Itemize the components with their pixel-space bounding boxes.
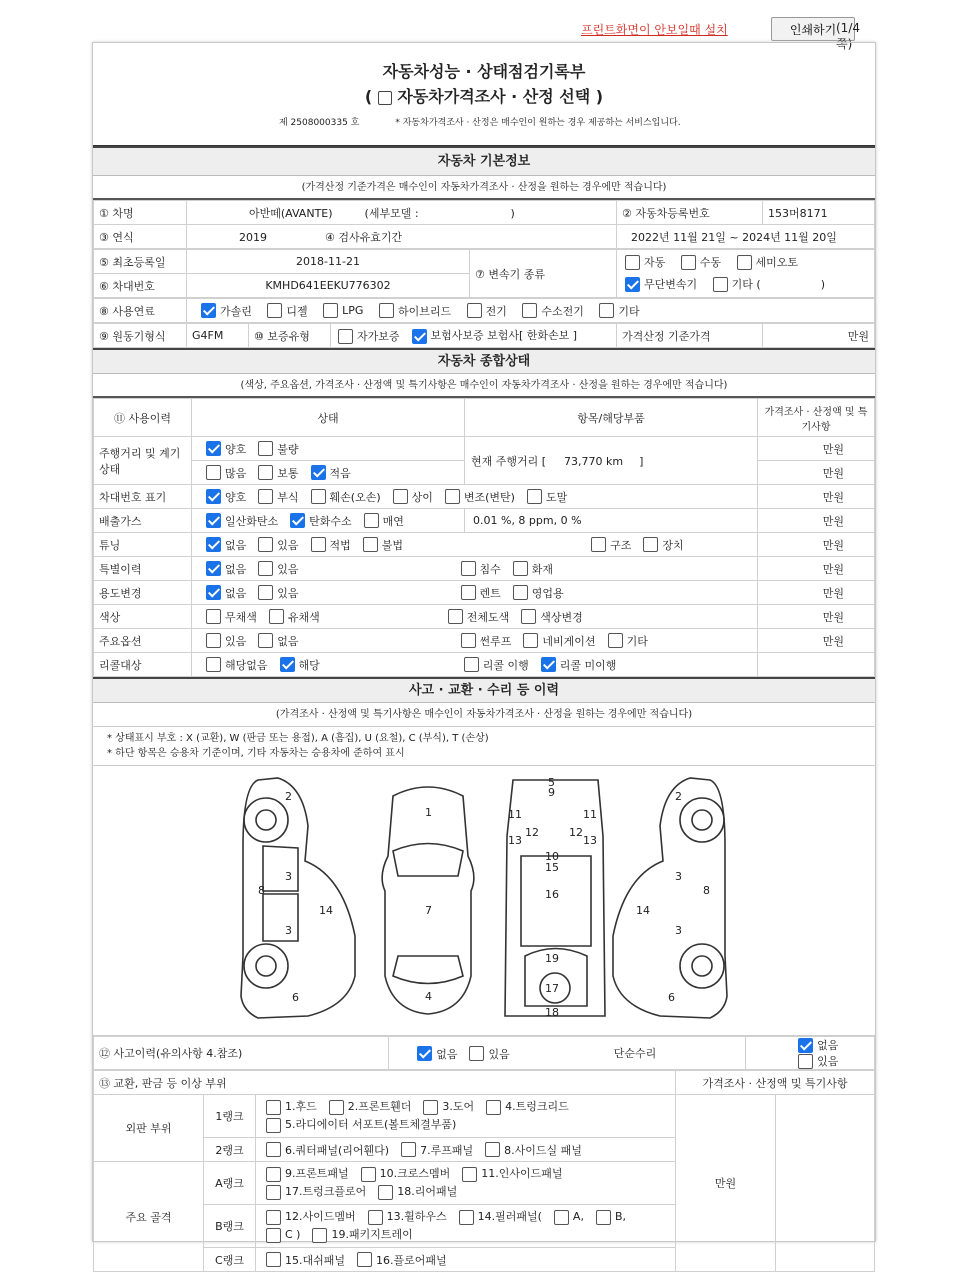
trunk-lid-checkbox[interactable]: [486, 1100, 501, 1115]
achromatic-checkbox[interactable]: [206, 609, 221, 624]
opt: 없음: [817, 1039, 839, 1052]
mileage-many-checkbox[interactable]: [206, 465, 221, 480]
recall-yes-checkbox[interactable]: [280, 657, 295, 672]
part-label: 13: [508, 834, 522, 847]
special-exists-checkbox[interactable]: [258, 561, 273, 576]
opt: 기타: [626, 634, 648, 648]
vin-altered-checkbox[interactable]: [445, 489, 460, 504]
pillar-c-checkbox[interactable]: [266, 1228, 281, 1243]
opt: 17.트렁크플로어: [285, 1185, 367, 1198]
opt: 상이: [411, 490, 433, 504]
fuel-gasoline-checkbox[interactable]: [201, 303, 216, 318]
usage-none-checkbox[interactable]: [206, 585, 221, 600]
opt: 렌트: [479, 586, 501, 600]
color-change-checkbox[interactable]: [521, 609, 536, 624]
part-label: 6: [668, 991, 675, 1004]
option-etc-checkbox[interactable]: [608, 633, 623, 648]
fuel-lpg-checkbox[interactable]: [323, 303, 338, 318]
opt: 변조(변탄): [463, 490, 515, 504]
won-unit: 만원: [758, 437, 875, 461]
rank-label: C랭크: [204, 1248, 256, 1272]
business-checkbox[interactable]: [513, 585, 528, 600]
row-label: ⑫ 사고이력(유의사항 4.참조): [94, 1037, 389, 1070]
repair-exists-checkbox[interactable]: [798, 1054, 813, 1069]
legend-line: * 상태표시 부호 : X (교환), W (판금 또는 용접), A (흠집), U (요철), C (부식), T (손상): [107, 733, 489, 744]
trans-manual-checkbox[interactable]: [681, 255, 696, 270]
opt: 전체도색: [466, 610, 510, 624]
col-header: 항목/해당부품: [465, 399, 758, 437]
opt: 일산화탄소: [225, 514, 279, 528]
tuning-struct-checkbox[interactable]: [591, 537, 606, 552]
status-table: [93, 398, 875, 677]
opt: 수소전기: [541, 304, 584, 318]
accident-table: [93, 1036, 875, 1070]
side-sill-checkbox[interactable]: [485, 1142, 500, 1157]
opt: 15.대쉬패널: [285, 1253, 345, 1267]
vin-good-checkbox[interactable]: [206, 489, 221, 504]
doc-number: 제 2508000335 호: [279, 118, 360, 128]
field-label: ① 차명: [94, 201, 187, 225]
sunroof-checkbox[interactable]: [461, 633, 476, 648]
opt: 디젤: [286, 304, 308, 318]
opt: 해당: [298, 658, 320, 672]
field-label: ② 자동차등록번호: [617, 201, 763, 225]
opt: 16.플로어패널: [376, 1253, 447, 1267]
smoke-checkbox[interactable]: [364, 513, 379, 528]
fender-checkbox[interactable]: [329, 1100, 344, 1115]
dash-panel-checkbox[interactable]: [266, 1252, 281, 1267]
legend-line: * 하단 항목은 승용차 기준이며, 기타 자동차는 승용차에 준하여 표시: [107, 748, 405, 759]
inspect-period: 2022년 11월 21일 ~ 2024년 11월 20일: [617, 225, 875, 249]
opt: 영업용: [531, 586, 564, 600]
opt: 없음: [277, 634, 299, 648]
field-label: ⑧ 사용연료: [94, 299, 187, 323]
row-label: 외판 부위: [94, 1095, 204, 1162]
document-subtitle: 자동차가격조사 · 산정 선택: [397, 87, 591, 106]
opt: 많음: [225, 466, 247, 480]
opt: 전기: [485, 304, 507, 318]
part-label: 12: [569, 826, 583, 839]
chromatic-checkbox[interactable]: [269, 609, 284, 624]
won-unit: 만원: [758, 509, 875, 533]
opt: 11.인사이드패널: [481, 1167, 563, 1180]
opt: 1.후드: [285, 1100, 317, 1113]
opt: 2.프론트휀더: [347, 1100, 412, 1113]
opt: 있음: [225, 634, 247, 648]
part-label: 13: [583, 834, 597, 847]
flood-checkbox[interactable]: [461, 561, 476, 576]
won-unit: 만원: [758, 629, 875, 653]
status-note: (색상, 주요옵션, 가격조사 · 산정액 및 특기사항은 매수인이 자동차가격조사 · 산정을 원하는 경우에만 적습니다): [93, 374, 875, 398]
opt: 도말: [545, 490, 568, 504]
trans-etc-checkbox[interactable]: [713, 277, 728, 292]
won-unit: 만원: [758, 461, 875, 485]
car-outline-svg: [93, 766, 875, 1036]
tuning-device-checkbox[interactable]: [643, 537, 658, 552]
warranty-self-checkbox[interactable]: [338, 329, 353, 344]
usage-exists-checkbox[interactable]: [258, 585, 273, 600]
odo-label: 현재 주행거리 [: [471, 454, 547, 468]
first-reg: 2018-11-21: [187, 250, 470, 274]
opt: 매연: [382, 514, 404, 528]
part-label: 4: [425, 990, 432, 1003]
side-member-checkbox[interactable]: [266, 1210, 281, 1225]
opt: 훼손(오손): [329, 490, 381, 504]
warranty-insurance-checkbox[interactable]: [412, 329, 427, 344]
opt: 리콜 이행: [482, 658, 529, 672]
pillar-panel-checkbox[interactable]: [459, 1210, 474, 1225]
floor-panel-checkbox[interactable]: [357, 1252, 372, 1267]
opt: 리콜 미이행: [559, 658, 617, 672]
field-label: ⑤ 최초등록일: [94, 250, 187, 274]
special-none-checkbox[interactable]: [206, 561, 221, 576]
part-label: 1: [425, 806, 432, 819]
mileage-few-checkbox[interactable]: [311, 465, 326, 480]
paren: ]: [639, 454, 644, 468]
pillar-a-checkbox[interactable]: [554, 1210, 569, 1225]
legend-notes: [93, 727, 875, 766]
left-side-view: [241, 778, 355, 1018]
fire-checkbox[interactable]: [513, 561, 528, 576]
top-view: [382, 787, 474, 1014]
rank-label: 2랭크: [204, 1138, 256, 1162]
rank-label: B랭크: [204, 1205, 256, 1248]
package-tray-checkbox[interactable]: [312, 1228, 327, 1243]
row-label: 튜닝: [94, 533, 192, 557]
opt: 장치: [662, 538, 684, 552]
field-label: ⑦ 변속기 종류: [470, 250, 617, 298]
opt: LPG: [342, 304, 364, 317]
part-label: 18: [545, 1006, 559, 1019]
year: 2019: [239, 230, 267, 244]
won-unit: 만원: [758, 605, 875, 629]
trans-auto-checkbox[interactable]: [625, 255, 640, 270]
section-accident-history: 사고 · 교환 · 수리 등 이력: [93, 677, 875, 703]
opt: 없음: [225, 538, 247, 552]
radiator-support-checkbox[interactable]: [266, 1118, 281, 1133]
fuel-hybrid-checkbox[interactable]: [379, 303, 394, 318]
vin-stolen-checkbox[interactable]: [527, 489, 542, 504]
row-label: 배출가스: [94, 509, 192, 533]
opt: 화재: [531, 562, 554, 576]
opt: 수동: [699, 255, 722, 269]
opt: 있음: [277, 586, 299, 600]
opt: 있음: [277, 538, 299, 552]
row-label: 리콜대상: [94, 653, 192, 677]
col-header: 상태: [192, 399, 465, 437]
section-basic-info: 자동차 기본정보: [93, 146, 875, 176]
opt: 네비게이션: [542, 634, 596, 648]
part-label: 3: [285, 924, 292, 937]
part-label: 2: [675, 790, 682, 803]
trans-cvt-checkbox[interactable]: [625, 277, 640, 292]
navi-checkbox[interactable]: [523, 633, 538, 648]
basic-note: (가격산정 기준가격은 매수인이 자동차가격조사 · 산정을 원하는 경우에만 적습니다): [93, 176, 875, 200]
opt: 자동: [644, 255, 666, 269]
opt: 있음: [817, 1055, 839, 1068]
opt: 적음: [329, 466, 351, 480]
document-title: 자동차성능 · 상태점검기록부: [382, 62, 586, 81]
part-label: 15: [545, 861, 559, 874]
rank-label: 1랭크: [204, 1095, 256, 1138]
install-link[interactable]: 프린트화면이 안보일때 설치: [581, 23, 728, 37]
opt: 부식: [277, 490, 299, 504]
options-exists-checkbox[interactable]: [206, 633, 221, 648]
opt: 무채색: [225, 610, 257, 624]
part-label: 7: [425, 904, 432, 917]
inspection-document: [92, 42, 876, 1267]
part-label: 8: [258, 884, 265, 897]
opt: 4.트렁크리드: [505, 1100, 569, 1113]
model: 아반떼(AVANTE): [249, 206, 333, 220]
emission-values: 0.01 %, 8 ppm, 0 %: [465, 509, 758, 533]
field-label: ⑥ 차대번호: [94, 274, 187, 298]
accident-note: (가격조사 · 산정액 및 특기사항은 매수인이 자동차가격조사 · 산정을 원하는 경우에만 적습니다): [93, 703, 875, 727]
paren: (: [364, 87, 373, 106]
recall-none-checkbox[interactable]: [206, 657, 221, 672]
opt: 가솔린: [220, 304, 252, 318]
opt: 보통: [277, 466, 299, 480]
part-label: 16: [545, 888, 559, 901]
rank-label: A랭크: [204, 1162, 256, 1205]
print-button[interactable]: 인쇄하기: [771, 17, 855, 41]
field-label: ⑩ 보증유형: [249, 324, 331, 348]
part-label: 11: [508, 808, 522, 821]
opt: 9.프론트패널: [285, 1167, 349, 1180]
door-checkbox[interactable]: [423, 1100, 438, 1115]
part-label: 2: [285, 790, 292, 803]
field-label: ④ 검사유효기간: [325, 230, 403, 244]
part-label: 3: [675, 924, 682, 937]
part-label: 3: [675, 870, 682, 883]
section-overall-status: 자동차 종합상태: [93, 348, 875, 374]
fuel-electric-checkbox[interactable]: [467, 303, 482, 318]
price-note: 가격조사 · 산정액 및 특기사항: [676, 1071, 875, 1095]
opt: 불법: [381, 538, 404, 552]
opt: 세미오토: [755, 255, 799, 269]
vin: KMHD641EEKU776302: [187, 274, 470, 298]
rear-panel-checkbox[interactable]: [378, 1185, 393, 1200]
opt: 탄화수소: [309, 514, 352, 528]
opt: 색상변경: [540, 610, 583, 624]
row-label: 특별이력: [94, 557, 192, 581]
part-label: 10: [545, 850, 559, 863]
won-unit: 만원: [758, 485, 875, 509]
accident-exists-checkbox[interactable]: [469, 1046, 484, 1061]
options-none-checkbox[interactable]: [258, 633, 273, 648]
pillar-b-checkbox[interactable]: [596, 1210, 611, 1225]
wheel-house-checkbox[interactable]: [368, 1210, 383, 1225]
opt: 썬루프: [479, 634, 512, 648]
part-label: 3: [285, 870, 292, 883]
part-label: 9: [548, 786, 555, 799]
opt: 없음: [225, 562, 247, 576]
tuning-illegal-checkbox[interactable]: [363, 537, 378, 552]
reg-number: 153머8171: [763, 201, 875, 225]
row-label: 용도변경: [94, 581, 192, 605]
row-label: 주행거리 및 계기상태: [94, 437, 192, 485]
opt: 있음: [488, 1047, 510, 1061]
part-label: 5: [548, 776, 555, 789]
col-header: 가격조사 · 산정액 및 특기사항: [758, 399, 875, 437]
opt: B,: [614, 1210, 626, 1223]
car-diagram: [93, 766, 875, 1036]
opt: 있음: [277, 562, 299, 576]
repair-none-checkbox[interactable]: [798, 1038, 813, 1053]
opt: 침수: [479, 562, 501, 576]
opt: 7.루프패널: [420, 1143, 474, 1157]
opt: 적법: [329, 538, 351, 552]
opt: 18.리어패널: [397, 1185, 458, 1198]
opt: 불량: [277, 442, 299, 456]
row-label: ⑬ 교환, 판금 등 이상 부위: [94, 1071, 676, 1095]
part-label: 8: [703, 884, 710, 897]
fuel-table: [93, 298, 875, 323]
roof-panel-checkbox[interactable]: [401, 1142, 416, 1157]
opt: 해당없음: [225, 658, 268, 672]
opt: 6.쿼터패널(리어휀다): [285, 1143, 390, 1157]
price-survey-checkbox[interactable]: [378, 91, 392, 105]
opt: 3.도어: [442, 1100, 475, 1113]
recall-not-checkbox[interactable]: [541, 657, 556, 672]
exchange-table: [93, 1070, 875, 1272]
opt: 구조: [610, 538, 632, 552]
right-side-view: [613, 778, 727, 1018]
field-label: ③ 연식: [94, 225, 187, 249]
paren: ): [820, 277, 825, 291]
opt: 하이브리드: [397, 304, 452, 318]
vin-corrosion-checkbox[interactable]: [258, 489, 273, 504]
cross-member-checkbox[interactable]: [361, 1167, 376, 1182]
row-label: 주요 골격: [94, 1162, 204, 1272]
gauge-bad-checkbox[interactable]: [258, 441, 273, 456]
hc-checkbox[interactable]: [290, 513, 305, 528]
won-unit: 만원: [758, 533, 875, 557]
won-unit: 만원: [676, 1095, 776, 1272]
accident-none-checkbox[interactable]: [417, 1046, 432, 1061]
tuning-none-checkbox[interactable]: [206, 537, 221, 552]
opt: 5.라디에이터 서포트(볼트체결부품): [285, 1118, 457, 1131]
won-unit: 만원: [758, 557, 875, 581]
col-header: ⑪ 사용이력: [94, 399, 192, 437]
basic-info-table: [93, 200, 875, 249]
part-label: 19: [545, 952, 559, 965]
front-panel-checkbox[interactable]: [266, 1167, 281, 1182]
service-note: * 자동차가격조사 · 산정은 매수인이 원하는 경우 제공하는 서비스입니다.: [395, 118, 681, 128]
opt: C ): [285, 1228, 301, 1241]
engine-type: G4FM: [187, 324, 249, 348]
opt: 자가보증: [357, 330, 400, 343]
part-label: 14: [319, 904, 333, 917]
page-count: (1/4쪽): [836, 21, 860, 51]
won-unit: 만원: [763, 324, 875, 348]
submodel-label: (세부모델 :: [364, 206, 419, 220]
opt: 기타 (: [731, 277, 761, 291]
opt: 13.휠하우스: [386, 1210, 447, 1223]
row-label: 차대번호 표기: [94, 485, 192, 509]
mileage-normal-checkbox[interactable]: [258, 465, 273, 480]
hood-checkbox[interactable]: [266, 1100, 281, 1115]
part-label: 17: [545, 982, 559, 995]
opt: 12.사이드멤버: [285, 1210, 356, 1223]
opt: 19.패키지트레이: [331, 1228, 413, 1241]
trans-semi-checkbox[interactable]: [737, 255, 752, 270]
co-checkbox[interactable]: [206, 513, 221, 528]
part-label: 14: [636, 904, 650, 917]
paren: ): [510, 206, 515, 220]
engine-table: [93, 323, 875, 348]
rent-checkbox[interactable]: [461, 585, 476, 600]
tuning-exists-checkbox[interactable]: [258, 537, 273, 552]
part-label: 12: [525, 826, 539, 839]
full-paint-checkbox[interactable]: [448, 609, 463, 624]
odometer: 73,770 km: [564, 454, 624, 468]
opt: 양호: [225, 490, 247, 504]
document-header: [93, 43, 875, 146]
basic-info-table-2: [93, 249, 875, 298]
vin-diff-checkbox[interactable]: [393, 489, 408, 504]
field-label: 가격산정 기준가격: [617, 324, 763, 348]
row-label: 색상: [94, 605, 192, 629]
recall-done-checkbox[interactable]: [464, 657, 479, 672]
opt: 단순수리: [613, 1046, 657, 1060]
opt: A,: [572, 1210, 584, 1223]
opt: 10.크로스멤버: [379, 1167, 451, 1180]
part-label: 11: [583, 808, 597, 821]
fuel-hydrogen-checkbox[interactable]: [522, 303, 537, 318]
part-label: 6: [292, 991, 299, 1004]
opt: 14.필러패널(: [477, 1210, 542, 1223]
trunk-floor-checkbox[interactable]: [266, 1185, 281, 1200]
fuel-etc-checkbox[interactable]: [599, 303, 614, 318]
paren: ): [595, 87, 604, 106]
field-label: ⑨ 원동기형식: [94, 324, 187, 348]
opt: 없음: [225, 586, 247, 600]
vin-damaged-checkbox[interactable]: [311, 489, 326, 504]
opt: 기타: [618, 304, 640, 318]
opt: 유채색: [287, 610, 320, 624]
opt: 8.사이드실 패널: [504, 1143, 582, 1157]
opt: 보험사보증 보험사[ 한화손보 ]: [430, 329, 578, 342]
opt: 무단변속기: [644, 277, 698, 291]
inside-panel-checkbox[interactable]: [462, 1167, 477, 1182]
won-unit: 만원: [758, 581, 875, 605]
tuning-legal-checkbox[interactable]: [311, 537, 326, 552]
opt: 없음: [436, 1047, 458, 1061]
fuel-diesel-checkbox[interactable]: [267, 303, 282, 318]
gauge-good-checkbox[interactable]: [206, 441, 221, 456]
opt: 양호: [225, 442, 247, 456]
row-label: 주요옵션: [94, 629, 192, 653]
quarter-panel-checkbox[interactable]: [266, 1142, 281, 1157]
